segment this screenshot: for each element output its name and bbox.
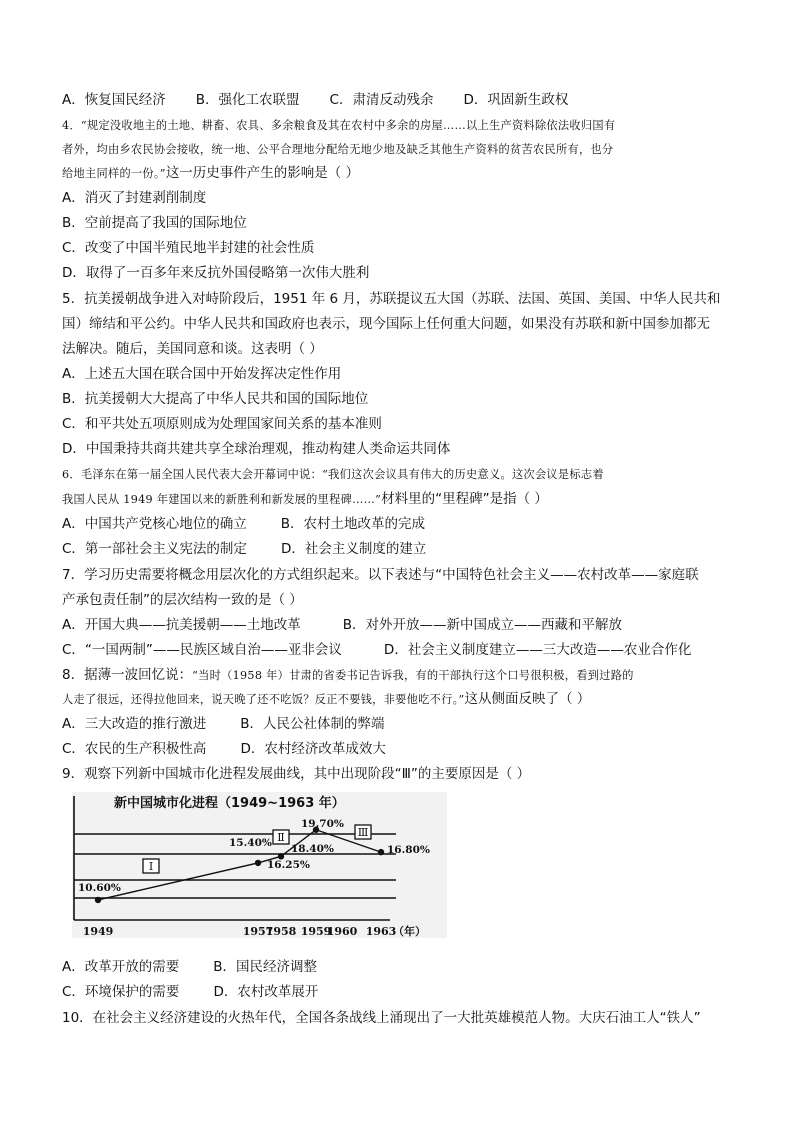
q3-option-b[interactable]: B．强化工农联盟	[195, 92, 300, 108]
q7-options-row1	[62, 616, 622, 634]
data-label-18-40: 18.40%	[291, 843, 334, 855]
q9-option-d[interactable]: D．农村改革展开	[213, 984, 319, 1000]
q6-stem-line2	[62, 490, 548, 509]
x-tick-label-1949: 1949	[82, 925, 114, 938]
q5-stem-line2: 国）缔结和平公约。中华人民共和国政府也表示，现今国际上任何重大问题，如果没有苏联和新中国参加都无	[62, 316, 710, 332]
q7-stem-line2: 产承包责任制”的层次结构一致的是（ ）	[62, 592, 303, 608]
q6-option-c[interactable]: C．第一部社会主义宪法的制定	[62, 541, 247, 557]
q7-stem-line1: 7．学习历史需要将概念用层次化的方式组织起来。以下表述与“中国特色社会主义——农村改革——家庭联	[62, 567, 699, 583]
x-axis-unit: （年）	[393, 925, 426, 938]
q8-stem-quote: “当时（1958 年）甘肃的省委书记告诉我，有的干部执行这个口号很积极，看到过路的	[192, 669, 634, 682]
q4-stem-quote-end: 给地主同样的一份。”	[62, 167, 166, 180]
q8-option-a[interactable]: A．三大改造的推行激进	[62, 716, 207, 732]
q7-option-a[interactable]: A．开国大典——抗美援朝——土地改革	[62, 617, 301, 633]
q8-stem-line2	[62, 690, 590, 709]
q4-option-c[interactable]: C．改变了中国半殖民地半封建的社会性质	[62, 240, 315, 256]
chart-title: 新中国城市化进程（1949~1963 年）	[114, 796, 345, 811]
q4-option-a[interactable]: A．消灭了封建剥削制度	[62, 190, 207, 206]
q8-stem-tail: 这从侧面反映了（ ）	[464, 691, 591, 707]
q9-option-c[interactable]: C．环境保护的需要	[62, 984, 180, 1000]
q8-stem-start: 8．据薄一波回忆说：	[62, 667, 193, 683]
data-point-1957	[255, 860, 261, 866]
q9-options-row1	[62, 958, 317, 976]
q4-stem-line1: 4．“规定没收地主的土地、耕畜、农具、多余粮食及其在农村中多余的房屋……以上生产资料除依法收归国有	[62, 119, 616, 132]
q6-option-d[interactable]: D．社会主义制度的建立	[280, 541, 427, 557]
q4-stem-line3	[62, 164, 359, 183]
urbanization-chart	[62, 790, 452, 948]
data-label-1963: 16.80%	[387, 844, 430, 856]
q6-options-row2	[62, 540, 426, 558]
q8-option-b[interactable]: B．人民公社体制的弊端	[240, 716, 385, 732]
data-label-1957: 15.40%	[229, 837, 272, 849]
data-label-1959: 19.70%	[301, 818, 344, 830]
q4-stem-tail: 这一历史事件产生的影响是（ ）	[165, 165, 360, 181]
q9-option-b[interactable]: B．国民经济调整	[213, 959, 318, 975]
x-tick-label-1957: 1957	[242, 925, 274, 938]
q3-options	[62, 91, 568, 109]
x-tick-label-1959: 1959	[300, 925, 332, 938]
q8-options-row2	[62, 740, 386, 758]
q6-stem-quote-end: 我国人民从 1949 年建国以来的新胜利和新发展的里程碑……”	[62, 493, 382, 506]
q5-option-a[interactable]: A．上述五大国在联合国中开始发挥决定性作用	[62, 366, 342, 382]
q8-stem-line1	[62, 666, 634, 685]
q7-option-c[interactable]: C．“一国两制”——民族区域自治——亚非会议	[62, 642, 342, 658]
x-tick-label-1963: 1963	[365, 925, 397, 938]
q7-option-d[interactable]: D．社会主义制度建立——三大改造——农业合作化	[383, 642, 692, 658]
q5-option-b[interactable]: B．抗美援朝大大提高了中华人民共和国的国际地位	[62, 391, 369, 407]
stage-label-2: Ⅱ	[277, 831, 285, 844]
q5-stem-line1: 5．抗美援朝战争进入对峙阶段后，1951 年 6 月，苏联提议五大国（苏联、法国、英国、美国、中华人民共和	[62, 291, 721, 307]
q6-stem-tail: 材料里的“里程碑”是指（ ）	[381, 491, 548, 507]
q7-options-row2	[62, 641, 691, 659]
q5-option-c[interactable]: C．和平共处五项原则成为处理国家间关系的基本准则	[62, 416, 382, 432]
q3-option-a[interactable]: A．恢复国民经济	[62, 92, 166, 108]
q9-options-row2	[62, 983, 318, 1001]
q8-option-d[interactable]: D．农村经济改革成效大	[240, 741, 386, 757]
q5-stem-line3: 法解决。随后，美国同意和谈。这表明（ ）	[62, 341, 323, 357]
data-label-1949: 10.60%	[78, 882, 121, 894]
q6-stem-line1: 6．毛泽东在第一届全国人民代表大会开幕词中说：“我们这次会议具有伟大的历史意义。这次会议是标志着	[62, 468, 604, 481]
q8-option-c[interactable]: C．农民的生产积极性高	[62, 741, 207, 757]
q4-option-d[interactable]: D．取得了一百多年来反抗外国侵略第一次伟大胜利	[62, 265, 370, 281]
data-point-1963	[378, 849, 384, 855]
q8-stem-quote-end: 人走了很远，还得拉他回来，说天晚了还不吃饭？反正不要钱，非要他吃不行。”	[62, 693, 465, 706]
q3-option-c[interactable]: C．肃清反动残余	[329, 92, 434, 108]
q6-options-row1	[62, 515, 425, 533]
q6-option-b[interactable]: B．农村土地改革的完成	[280, 516, 426, 532]
q6-option-a[interactable]: A．中国共产党核心地位的确立	[62, 516, 247, 532]
q9-stem: 9．观察下列新中国城市化进程发展曲线，其中出现阶段“Ⅲ”的主要原因是（ ）	[62, 766, 531, 782]
data-label-1958: 16.25%	[267, 859, 310, 871]
q5-option-d[interactable]: D．中国秉持共商共建共享全球治理观，推动构建人类命运共同体	[62, 441, 451, 457]
stage-label-3: Ⅲ	[357, 826, 369, 839]
q10-stem: 10．在社会主义经济建设的火热年代，全国各条战线上涌现出了一大批英雄模范人物。大庆石油工人“铁人”	[62, 1010, 701, 1026]
x-tick-label-1958: 1958	[265, 925, 297, 938]
q9-option-a[interactable]: A．改革开放的需要	[62, 959, 180, 975]
q3-option-d[interactable]: D．巩固新生政权	[463, 92, 569, 108]
q4-stem-line2: 者外，均由乡农民协会接收，统一地、公平合理地分配给无地少地及缺乏其他生产资料的贫苦农民所有，也分	[62, 143, 614, 156]
data-point-1949	[95, 897, 101, 903]
q7-option-b[interactable]: B．对外开放——新中国成立——西藏和平解放	[342, 617, 623, 633]
x-tick-label-1960: 1960	[326, 925, 358, 938]
q4-option-b[interactable]: B．空前提高了我国的国际地位	[62, 215, 247, 231]
stage-label-1: Ⅰ	[148, 860, 154, 873]
q8-options-row1	[62, 715, 385, 733]
